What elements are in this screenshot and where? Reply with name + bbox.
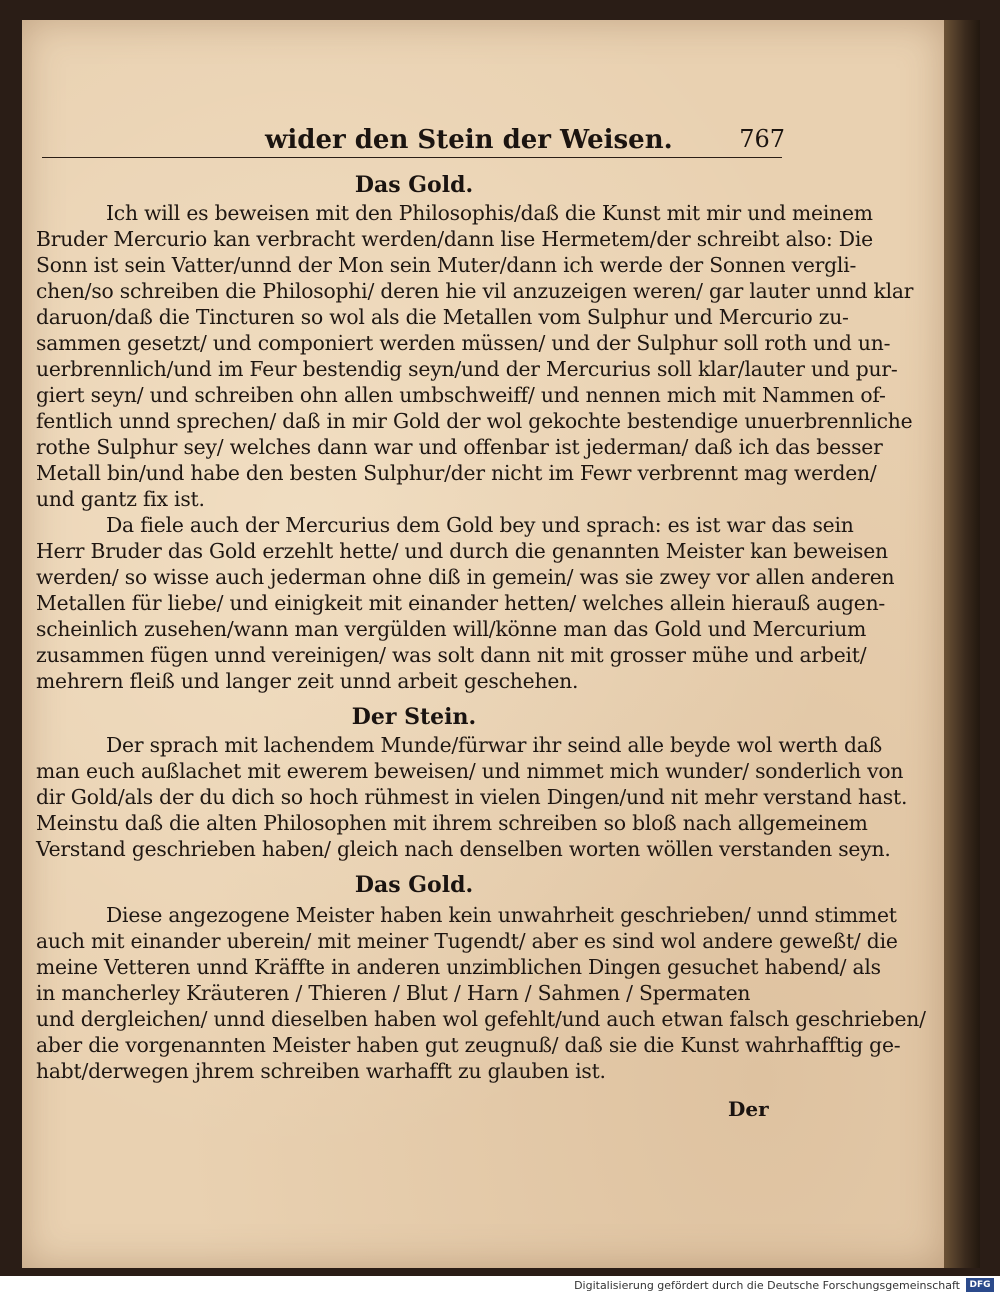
- speaker-heading-stein: Der Stein.: [351, 704, 477, 730]
- catchword: Der: [728, 1097, 769, 1121]
- text-line: rothe Sulphur sey/ welches dann war und offenbar ist jederman/ daß ich das besser: [36, 435, 883, 459]
- paragraph-gold-1: [36, 200, 914, 694]
- text-line: Da fiele auch der Mercurius dem Gold bey und sprach: es ist war das sein: [106, 513, 854, 537]
- text-line: Diese angezogene Meister haben kein unwahrheit geschrieben/ unnd stimmet: [106, 903, 897, 927]
- text-line: werden/ so wisse auch jederman ohne diß in gemein/ was sie zwey vor allen anderen: [36, 565, 895, 589]
- digitization-footer: [0, 1276, 1000, 1296]
- text-line: chen/so schreiben die Philosophi/ deren hie vil anzuzeigen weren/ gar lauter unnd klar: [36, 279, 914, 303]
- text-line: meine Vetteren unnd Kräffte in anderen unzimblichen Dingen gesuchet habend/ als: [36, 955, 881, 979]
- text-line: giert seyn/ und schreiben ohn allen umbschweiff/ und nennen mich mit Nammen of-: [36, 383, 886, 407]
- text-line: auch mit einander uberein/ mit meiner Tugendt/ aber es sind wol andere geweßt/ die: [36, 929, 898, 953]
- text-line: und dergleichen/ unnd dieselben haben wol gefehlt/und auch etwan falsch geschrieben/: [36, 1007, 926, 1031]
- page-number: 767: [739, 125, 785, 153]
- text-line: sammen gesetzt/ und componiert werden müssen/ und der Sulphur soll roth und un-: [36, 331, 891, 355]
- text-line: daruon/daß die Tincturen so wol als die Metallen vom Sulphur und Mercurio zu-: [36, 305, 849, 329]
- text-line: Ich will es beweisen mit den Philosophis/daß die Kunst mit mir und meinem: [106, 201, 873, 225]
- text-line: und gantz fix ist.: [36, 487, 205, 511]
- text-line: Herr Bruder das Gold erzehlt hette/ und durch die genannten Meister kan beweisen: [36, 539, 888, 563]
- text-line: dir Gold/als der du dich so hoch rühmest in vielen Dingen/und nit mehr verstand hast.: [36, 785, 908, 809]
- text-line: Meinstu daß die alten Philosophen mit ihrem schreiben so bloß nach allgemeinem: [36, 811, 868, 835]
- text-line: mehrern fleiß und langer zeit unnd arbeit geschehen.: [36, 669, 579, 693]
- text-line: aber die vorgenannten Meister haben gut zeugnuß/ daß sie die Kunst wahrhafftig ge-: [36, 1033, 901, 1057]
- text-line: man euch außlachet mit ewerem beweisen/ und nimmet mich wunder/ sonderlich von: [36, 759, 904, 783]
- text-line: scheinlich zusehen/wann man vergülden will/könne man das Gold und Mercurium: [36, 617, 867, 641]
- text-line: in mancherley Kräuteren / Thieren / Blut / Harn / Sahmen / Spermaten: [36, 981, 751, 1005]
- running-title: wider den Stein der Weisen.: [265, 125, 673, 155]
- text-line: fentlich unnd sprechen/ daß in mir Gold der wol gekochte bestendige unuerbrennliche: [36, 409, 913, 433]
- text-line: Verstand geschrieben haben/ gleich nach denselben worten wöllen verstanden seyn.: [36, 837, 891, 861]
- text-line: zusammen fügen unnd vereinigen/ was solt dann nit mit grosser mühe und arbeit/: [36, 643, 867, 667]
- footer-credit-link[interactable]: Digitalisierung gefördert durch die Deutsche Forschungsgemeinschaft: [574, 1279, 960, 1292]
- paragraph-gold-2: [36, 902, 926, 1084]
- text-line: uerbrennlich/und im Feur bestendig seyn/und der Mercurius soll klar/lauter und pur-: [36, 357, 898, 381]
- text-line: Metall bin/und habe den besten Sulphur/der nicht im Fewr verbrennt mag werden/: [36, 461, 877, 485]
- text-line: Der sprach mit lachendem Munde/fürwar ihr seind alle beyde wol werth daß: [106, 733, 882, 757]
- book-edge: [944, 20, 980, 1268]
- dfg-logo-icon: DFG: [966, 1278, 994, 1292]
- paragraph-stein: [36, 732, 908, 862]
- speaker-heading-gold-1: Das Gold.: [354, 172, 474, 198]
- speaker-heading-gold-2: Das Gold.: [354, 872, 474, 898]
- text-line: Metallen für liebe/ und einigkeit mit einander hetten/ welches allein hierauß augen-: [36, 591, 886, 615]
- text-line: Sonn ist sein Vatter/unnd der Mon sein Muter/dann ich werde der Sonnen vergli-: [36, 253, 857, 277]
- text-line: habt/derwegen jhrem schreiben warhafft zu glauben ist.: [36, 1059, 606, 1083]
- header-rule: [42, 157, 782, 158]
- text-line: Bruder Mercurio kan verbracht werden/dann lise Hermetem/der schreibt also: Die: [36, 227, 873, 251]
